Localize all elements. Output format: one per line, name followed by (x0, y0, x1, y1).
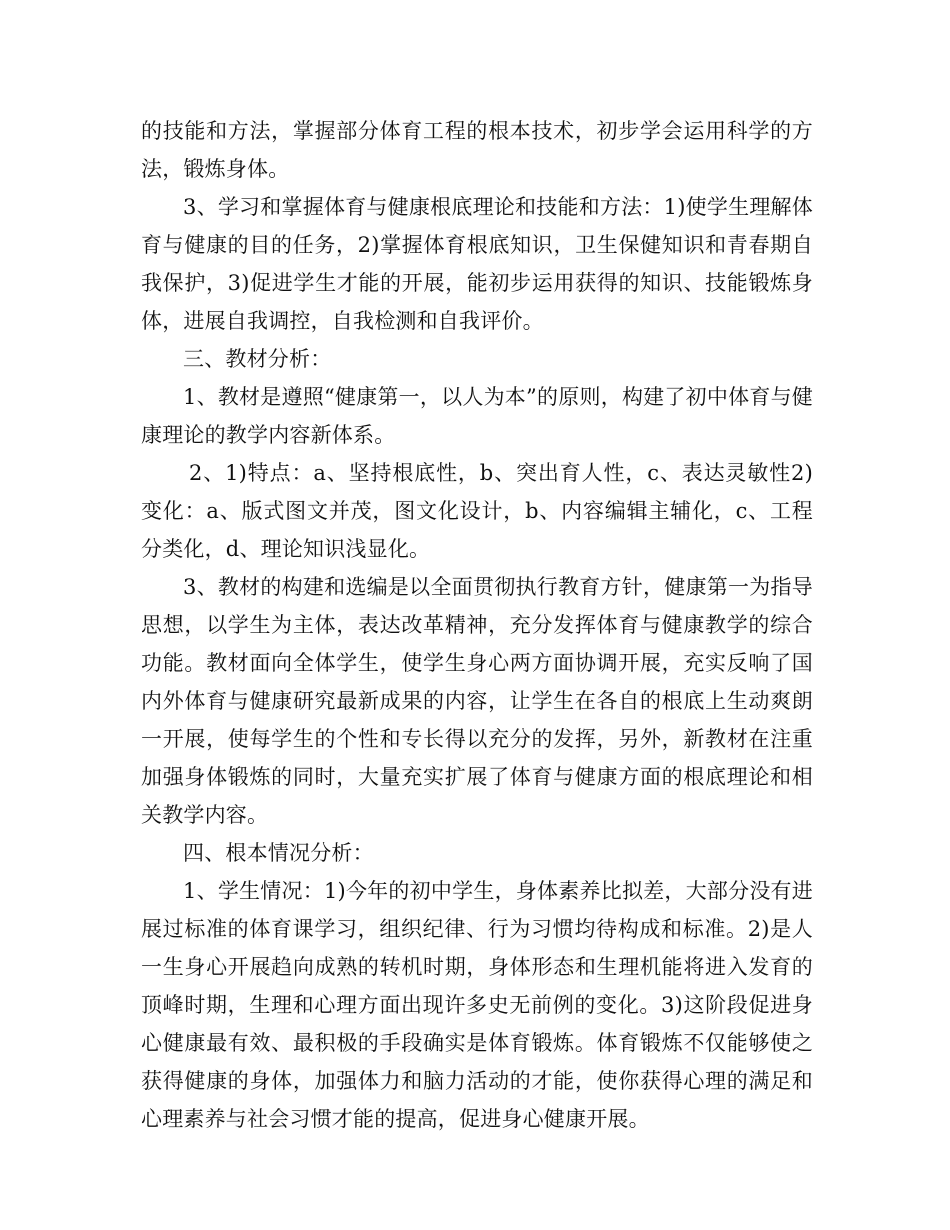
paragraph-textbook-construction: 3、教材的构建和选编是以全面贯彻执行教育方针，健康第一为指导思想，以学生为主体，表达改革精神，充分发挥体育与健康教学的综合功能。教材面向全体学生，使学生身心两方面协调开展，充实反响了国内外体育与健康研究最新成果的内容，让学生在各自的根底上生动爽朗一开展，使每学生的个性和专长得以充分的发挥，另外，新教材在注重加强身体锻炼的同时，大量充实扩展了体育与健康方面的根底理论和相关教学内容。 (141, 575, 813, 827)
paragraph-student-situation: 1、学生情况：1)今年的初中学生，身体素养比拟差，大部分没有进展过标准的体育课学习，组织纪律、行为习惯均待构成和标准。2)是人一生身心开展趋向成熟的转机时期，身体形态和生理机能将进入发育的顶峰时期，生理和心理方面出现许多史无前例的变化。3)这阶段促进身心健康最有效、最积极的手段确实是体育锻炼。体育锻炼不仅能够使之获得健康的身体，加强体力和脑力活动的才能，使你获得心理的满足和心理素养与社会习惯才能的提高，促进身心健康开展。 (141, 879, 813, 1131)
section-heading-textbook-analysis: 三、教材分析： (183, 347, 332, 371)
document-body (141, 112, 813, 1138)
paragraph-learning-goals: 3、学习和掌握体育与健康根底理论和技能和方法：1)使学生理解体育与健康的目的任务，2)掌握体育根底知识，卫生保健知识和青春期自我保护，3)促进学生才能的开展，能初步运用获得的知识、技能锻炼身体，进展自我调控，自我检测和自我评价。 (141, 195, 813, 333)
paragraph-textbook-features: 2、1)特点：a、坚持根底性，b、突出育人性，c、表达灵敏性2)变化：a、版式图文并茂，图文化设计，b、内容编辑主辅化，c、工程分类化，d、理论知识浅显化。 (141, 461, 813, 561)
section-heading-basic-situation: 四、根本情况分析： (183, 841, 374, 865)
paragraph-continuation: 的技能和方法，掌握部分体育工程的根本技术，初步学会运用科学的方法，锻炼身体。 (141, 119, 813, 181)
paragraph-textbook-principle: 1、教材是遵照“健康第一，以人为本”的原则，构建了初中体育与健康理论的教学内容新体系。 (141, 385, 813, 447)
